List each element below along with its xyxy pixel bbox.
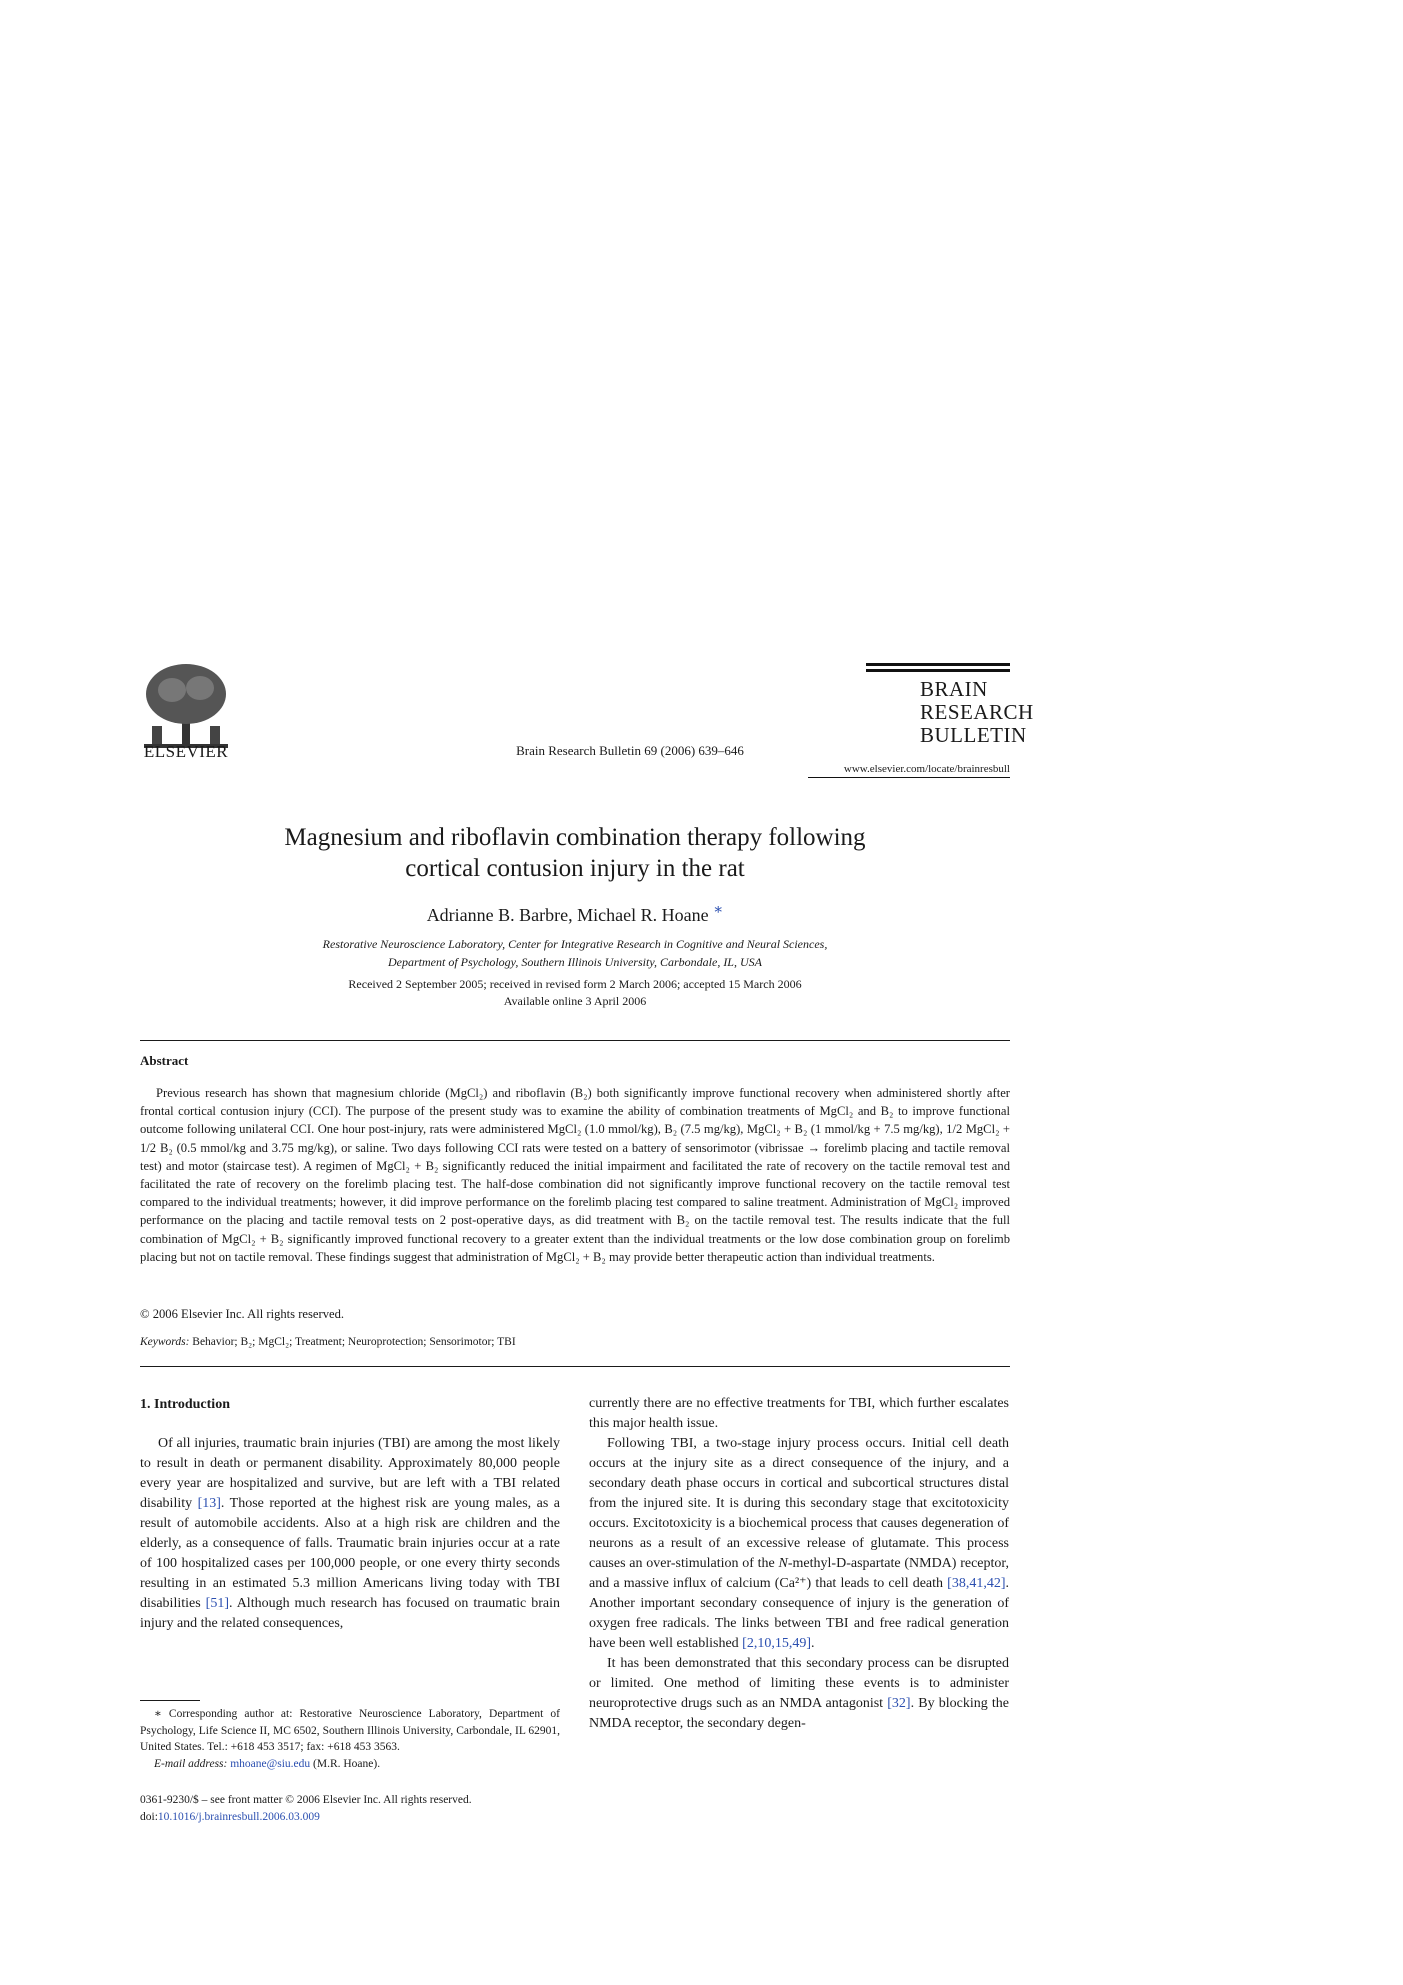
abstract-heading: Abstract <box>140 1053 189 1068</box>
citation-link[interactable]: [51] <box>205 1596 229 1611</box>
email-line: E-mail address: mhoane@siu.edu (M.R. Hoane). <box>154 1757 381 1770</box>
citation-link[interactable]: [38,41,42] <box>947 1576 1006 1591</box>
paragraph: Following TBI, a two-stage injury process occurs. Initial cell death occurs at the injury site as a direct consequence of the injury, and a secondary death phase occurs in cortical and subcortical structures distal from the injured site. It is during this secondary stage that excitotoxicity occurs. Excitotoxicity is a biochemical process that causes degeneration of neurons as a result of an excessive release of glutamate. This process causes an over-stimulation of the N-methyl-D-aspartate (NMDA) receptor, and a massive influx of calcium (Ca²⁺) that leads to cell death [38,41,42]. Another important secondary consequence of injury is the generation of oxygen free radicals. The links between TBI and free radical generation have been well established [2,10,15,49]. <box>589 1436 1009 1651</box>
left-column <box>140 1434 560 1634</box>
affiliation-line: Restorative Neuroscience Laboratory, Center for Integrative Research in Cognitive and Neural Sciences, <box>322 937 828 951</box>
authors <box>140 900 1010 926</box>
journal-logo-line: BULLETIN <box>920 723 1027 747</box>
journal-url[interactable]: www.elsevier.com/locate/brainresbull <box>843 763 1010 775</box>
abstract-body <box>140 1084 1010 1266</box>
doi-line: doi:10.1016/j.brainresbull.2006.03.009 <box>140 1811 320 1823</box>
journal-citation: Brain Research Bulletin 69 (2006) 639–646 <box>516 743 744 758</box>
corresponding-author-mark[interactable]: ∗ <box>713 902 724 918</box>
email-link[interactable]: mhoane@siu.edu <box>230 1757 311 1770</box>
keywords-text: Behavior; B₂; MgCl₂; Treatment; Neuroprotection; Sensorimotor; TBI <box>192 1336 516 1348</box>
article-dates <box>140 976 1010 1010</box>
footnote-rule <box>140 1700 200 1701</box>
abstract-copyright: © 2006 Elsevier Inc. All rights reserved. <box>140 1307 345 1321</box>
journal-logo-line: RESEARCH <box>920 700 1034 724</box>
keywords <box>140 1336 516 1348</box>
corresponding-author-note: ∗ Corresponding author at: Restorative Neuroscience Laboratory, Department of Psychology, Life Science II, MC 6502, Southern Illinois University, Carbondale, IL 62901, United States. Tel.: +618 453 3517; fax: +618 453 3563. <box>140 1708 560 1753</box>
citation-link[interactable]: [32] <box>887 1696 911 1711</box>
paper-title <box>140 822 1010 884</box>
journal-logo-line: BRAIN <box>920 677 988 701</box>
title-line: Magnesium and riboflavin combination therapy following <box>284 824 866 851</box>
affiliation <box>140 935 1010 971</box>
journal-url-rule <box>808 777 1010 778</box>
divider <box>140 1040 1010 1041</box>
journal-logo-bars <box>866 663 1010 675</box>
front-matter <box>140 1792 472 1826</box>
abstract-text: Previous research has shown that magnesium chloride (MgCl₂) and riboflavin (B₂) both significantly improve functional recovery when administered shortly after frontal cortical contusion injury (CCI). The purpose of the present study was to examine the ability of combination treatments of MgCl₂ and B₂ to improve functional outcome following unilateral CCI. One hour post-injury, rats were administered MgCl₂ (1.0 mmol/kg), B₂ (7.5 mg/kg), MgCl₂ + B₂ (1 mmol/kg + 7.5 mg/kg), 1/2 MgCl₂ + 1/2 B₂ (0.5 mmol/kg and 3.75 mg/kg), or saline. Two days following CCI rats were tested on a battery of sensorimotor (vibrissae → forelimb placing and tactile removal test) and motor (staircase test). A regimen of MgCl₂ + B₂ significantly reduced the initial impairment and facilitated the rate of recovery on the tactile removal test and facilitated the rate of recovery on the forelimb placing test. The half-dose combination did not significantly improve functional recovery on the tactile removal test compared to the individual treatments; however, it did improve performance on the forelimb placing test compared to saline treatment. Administration of MgCl₂ improved performance on the placing and tactile removal tests on 2 post-operative days, as did treatment with B₂ on the tactile removal test. The results indicate that the full combination of MgCl₂ + B₂ significantly improved functional recovery to a greater extent than the individual treatments or the low dose combination group on forelimb placing but not on tactile removal. These findings suggest that administration of MgCl₂ + B₂ may provide better therapeutic action than individual treatments. <box>140 1086 1010 1264</box>
publisher-name: ELSEVIER <box>143 742 229 761</box>
received-dates: Received 2 September 2005; received in revised form 2 March 2006; accepted 15 March 2006 <box>348 977 802 991</box>
paragraph: It has been demonstrated that this secondary process can be disrupted or limited. One method of limiting these events is to administer neuroprotective drugs such as an NMDA antagonist [32]. By blocking the NMDA receptor, the secondary degen- <box>589 1656 1009 1731</box>
paragraph: currently there are no effective treatments for TBI, which further escalates this major health issue. <box>589 1396 1009 1431</box>
divider <box>140 1366 1010 1367</box>
doi-link[interactable]: 10.1016/j.brainresbull.2006.03.009 <box>157 1811 320 1823</box>
keywords-label: Keywords: <box>140 1336 190 1348</box>
online-date: Available online 3 April 2006 <box>503 994 647 1008</box>
citation-link[interactable]: [13] <box>197 1496 221 1511</box>
citation-link[interactable]: [2,10,15,49] <box>742 1636 811 1651</box>
footnote <box>140 1706 560 1772</box>
paragraph: Of all injuries, traumatic brain injuries (TBI) are among the most likely to result in death or permanent disability. Approximately 80,000 people every year are hospitalized and survive, but are left with a TBI related disability [13]. Those reported at the highest risk are young males, as a result of automobile accidents. Also at a high risk are children and the elderly, as a consequence of falls. Traumatic brain injuries occur at a rate of 100 hospitalized cases per 100,000 people, or one every thirty seconds resulting in an estimated 5.3 million Americans living today with TBI disabilities [51]. Although much research has focused on traumatic brain injury and the related consequences, <box>140 1436 560 1631</box>
issn-line: 0361-9230/$ – see front matter © 2006 Elsevier Inc. All rights reserved. <box>140 1794 472 1806</box>
journal-logo <box>920 678 1034 747</box>
author-names: Adrianne B. Barbre, Michael R. Hoane <box>426 905 709 925</box>
affiliation-line: Department of Psychology, Southern Illinois University, Carbondale, IL, USA <box>388 955 762 969</box>
section-heading: 1. Introduction <box>140 1397 230 1412</box>
title-line: cortical contusion injury in the rat <box>405 855 745 882</box>
right-column <box>589 1394 1009 1734</box>
